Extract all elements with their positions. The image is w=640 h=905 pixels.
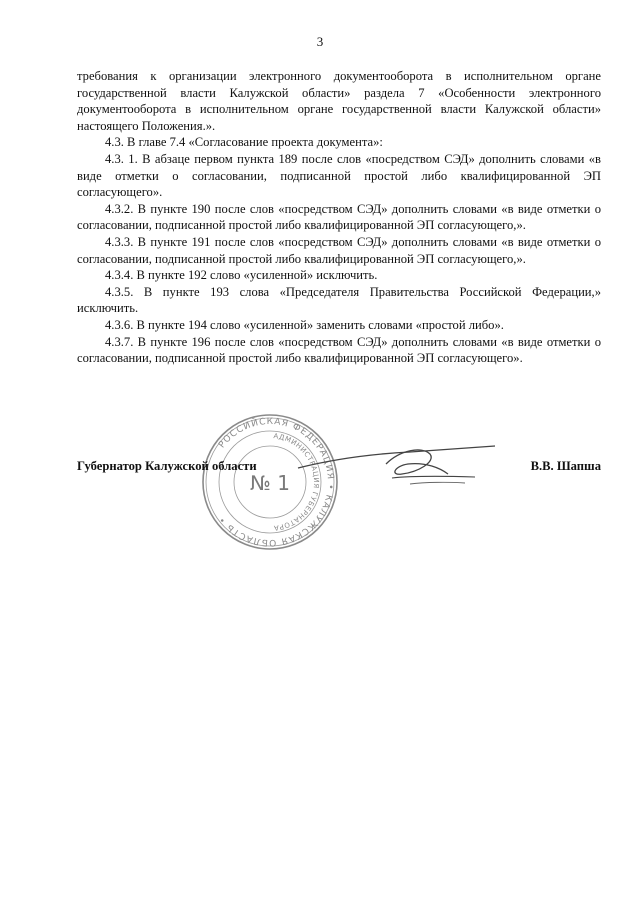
- paragraph-4-3-6: 4.3.6. В пункте 194 слово «усиленной» заменить словами «простой либо».: [105, 317, 504, 332]
- seal-number: № 1: [250, 471, 290, 495]
- page-number: 3: [316, 34, 324, 49]
- paragraph-4-3: 4.3. В главе 7.4 «Согласование проекта документа»:: [105, 135, 383, 150]
- paragraph-4-3-5: 4.3.5. В пункте 193 слова «Председателя Правительства Российской Федерации,» исключить.: [77, 284, 601, 316]
- paragraph-4-3-7: 4.3.7. В пункте 196 после слов «посредством СЭД» дополнить словами «в виде отметки о согласовании, подписанной простой либо квалифицированной ЭП согласующего».: [77, 334, 601, 366]
- signature-block: [77, 459, 601, 485]
- paragraph-4-3-2: 4.3.2. В пункте 190 после слов «посредством СЭД» дополнить словами «в виде отметки о согласовании, подписанной простой либо квалифицированной ЭП согласующего,».: [77, 201, 601, 233]
- seal-inner-text: АДМИНИСТРАЦИЯ ГУБЕРНАТОРА: [272, 432, 321, 532]
- signatory-name: В.В. Шапша: [530, 459, 601, 473]
- paragraph-4-3-1: 4.3. 1. В абзаце первом пункта 189 после слов «посредством СЭД» дополнить словами «в виде отметки о согласовании, подписанной простой либо квалифицированной ЭП согласующего».: [77, 151, 601, 200]
- seal-outer-text: РОССИЙСКАЯ ФЕДЕРАЦИЯ • КАЛУЖСКАЯ ОБЛАСТЬ •: [217, 416, 336, 548]
- signatory-position: Губернатор Калужской области: [77, 459, 257, 473]
- paragraph-continuation: требования к организации электронного документооборота в исполнительном органе государственной власти Калужской области» раздела 7 «Особенности электронного документооборота в исполнительном органе государственной власти Калужской области» настоящего Положения.».: [77, 69, 601, 133]
- paragraph-4-3-3: 4.3.3. В пункте 191 после слов «посредством СЭД» дополнить словами «в виде отметки о согласовании, подписанной простой либо квалифицированной ЭП согласующего,».: [77, 234, 601, 266]
- paragraph-4-3-4: 4.3.4. В пункте 192 слово «усиленной» исключить.: [105, 268, 378, 283]
- document-body: [77, 68, 601, 367]
